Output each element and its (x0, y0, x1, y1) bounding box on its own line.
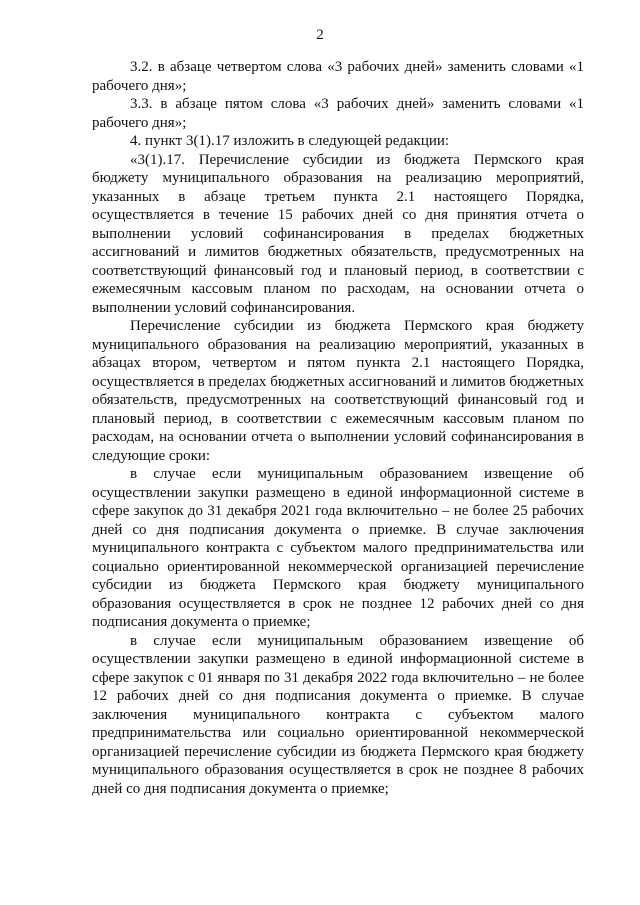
paragraph-transfer-terms: Перечисление субсидии из бюджета Пермского края бюджету муниципального образования на реализацию мероприятий, указанных в абзацах втором, четвертом и пятом пункта 2.1 настоящего Порядка, осуществляется в пределах бюджетных ассигнований и лимитов бюджетных обязательств, предусмотренных на соответствующий финансовый год и плановый период, в соответствии с ежемесячным кассовым планом по расходам, на основании отчета о выполнении условий софинансирования в следующие сроки: (92, 318, 584, 464)
paragraph-3-1-17: «3(1).17. Перечисление субсидии из бюджета Пермского края бюджету муниципального образования на реализацию мероприятий, указанных в абзаце третьем пункта 2.1 настоящего Порядка, осуществляется в течение 15 рабочих дней со дня принятия отчета о выполнении условий софинансирования в пределах бюджетных ассигнований и лимитов бюджетных обязательств, предусмотренных на соответствующий финансовый год и плановый период, в соответствии с ежемесячным кассовым планом по расходам, на основании отчета о выполнении условий софинансирования. (92, 151, 584, 316)
paragraph-case-2021: в случае если муниципальным образованием извещение об осуществлении закупки размещено в единой информационной системе в сфере закупок до 31 декабря 2021 года включительно – не более 25 рабочих дней со дня подписания документа о приемке. В случае заключения муниципального контракта с субъектом малого предпринимательства или социально ориентированной некоммерческой организацией перечисление субсидии из бюджета Пермского края бюджету муниципального образования осуществляется в срок не позднее 12 рабочих дней со дня подписания документа о приемке; (92, 466, 584, 630)
paragraph-3-2: 3.2. в абзаце четвертом слова «3 рабочих дней» заменить словами «1 рабочего дня»; (92, 59, 584, 94)
paragraph-3-3: 3.3. в абзаце пятом слова «3 рабочих дней» заменить словами «1 рабочего дня»; (92, 96, 584, 131)
paragraph-case-2022: в случае если муниципальным образованием извещение об осуществлении закупки размещено в единой информационной системе в сфере закупок с 01 января по 31 декабря 2022 года включительно – не более 12 рабочих дней со дня подписания документа о приемке. В случае заключения муниципального контракта с субъектом малого предпринимательства или социально ориентированной некоммерческой организацией перечисление субсидии из бюджета Пермского края бюджету муниципального образования осуществляется в срок не позднее 8 рабочих дней со дня подписания документа о приемке; (92, 632, 584, 797)
document-body (92, 58, 584, 798)
page-number: 2 (316, 27, 324, 43)
paragraph-item-4: 4. пункт 3(1).17 изложить в следующей редакции: (130, 133, 450, 149)
